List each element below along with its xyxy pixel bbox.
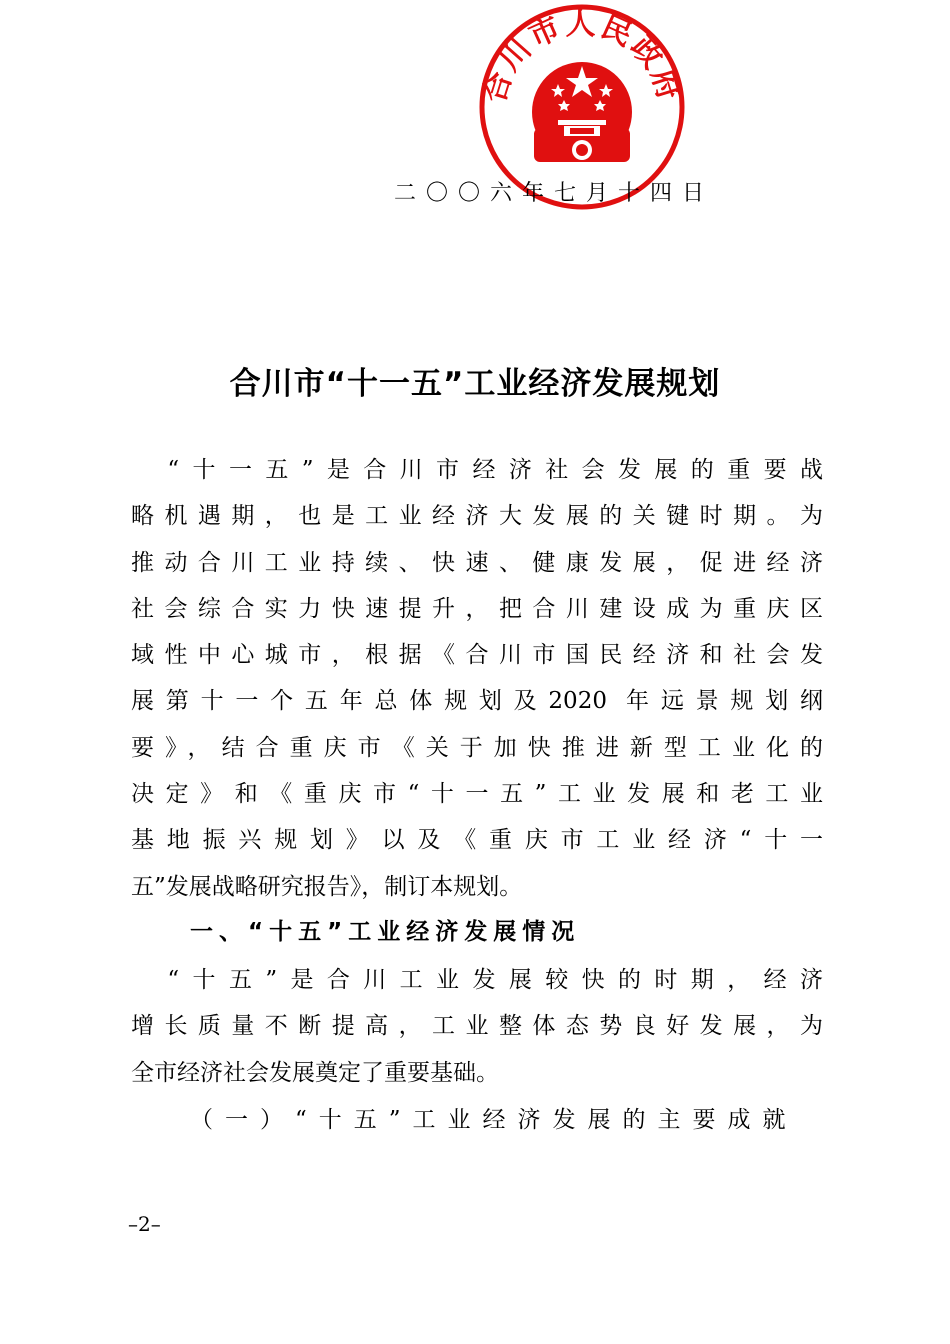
paragraph-line: 增长质量不断提高，工业整体态势良好发展，为 (131, 1013, 823, 1040)
paragraph-line: 略机遇期，也是工业经济大发展的关键时期。为 (131, 503, 823, 530)
paragraph-line: 域性中心城市，根据《合川市国民经济和社会发 (131, 642, 823, 669)
paragraph-line: 推动合川工业持续、快速、健康发展，促进经济 (131, 549, 823, 576)
section-paragraph (131, 957, 823, 1096)
paragraph-line: 决定》和《重庆市“十一五”工业发展和老工业 (131, 781, 823, 808)
paragraph-line: “十五”是合川工业发展较快的时期，经济 (131, 967, 823, 993)
intro-paragraph (131, 447, 823, 910)
paragraph-line: 全市经济社会发展奠定了重要基础。 (131, 1059, 499, 1086)
document-title: 合川市“十一五”工业经济发展规划 (229, 366, 721, 402)
paragraph-line: 展第十一个五年总体规划及2020 年远景规划纲 (131, 688, 823, 715)
paragraph-line: 要》，结合重庆市《关于加快推进新型工业化的 (131, 734, 823, 761)
page-number: –2– (128, 1212, 161, 1236)
paragraph-line: 基地振兴规划》以及《重庆市工业经济“十一 (131, 827, 823, 854)
paragraph-line: 五”发展战略研究报告》，制订本规划。 (131, 873, 523, 900)
seal-text: 合川市人民政府 (476, 6, 688, 107)
subsection-heading: （一）“十五”工业经济发展的主要成就 (190, 1107, 798, 1133)
issue-date: 二〇〇六年七月十四日 (394, 181, 715, 206)
section-heading: 一、“十五”工业经济发展情况 (190, 919, 581, 945)
paragraph-line: “十一五”是合川市经济社会发展的重要战 (131, 457, 823, 483)
paragraph-line: 社会综合实力快速提升，把合川建设成为重庆区 (131, 595, 823, 622)
national-emblem-icon (532, 62, 632, 162)
